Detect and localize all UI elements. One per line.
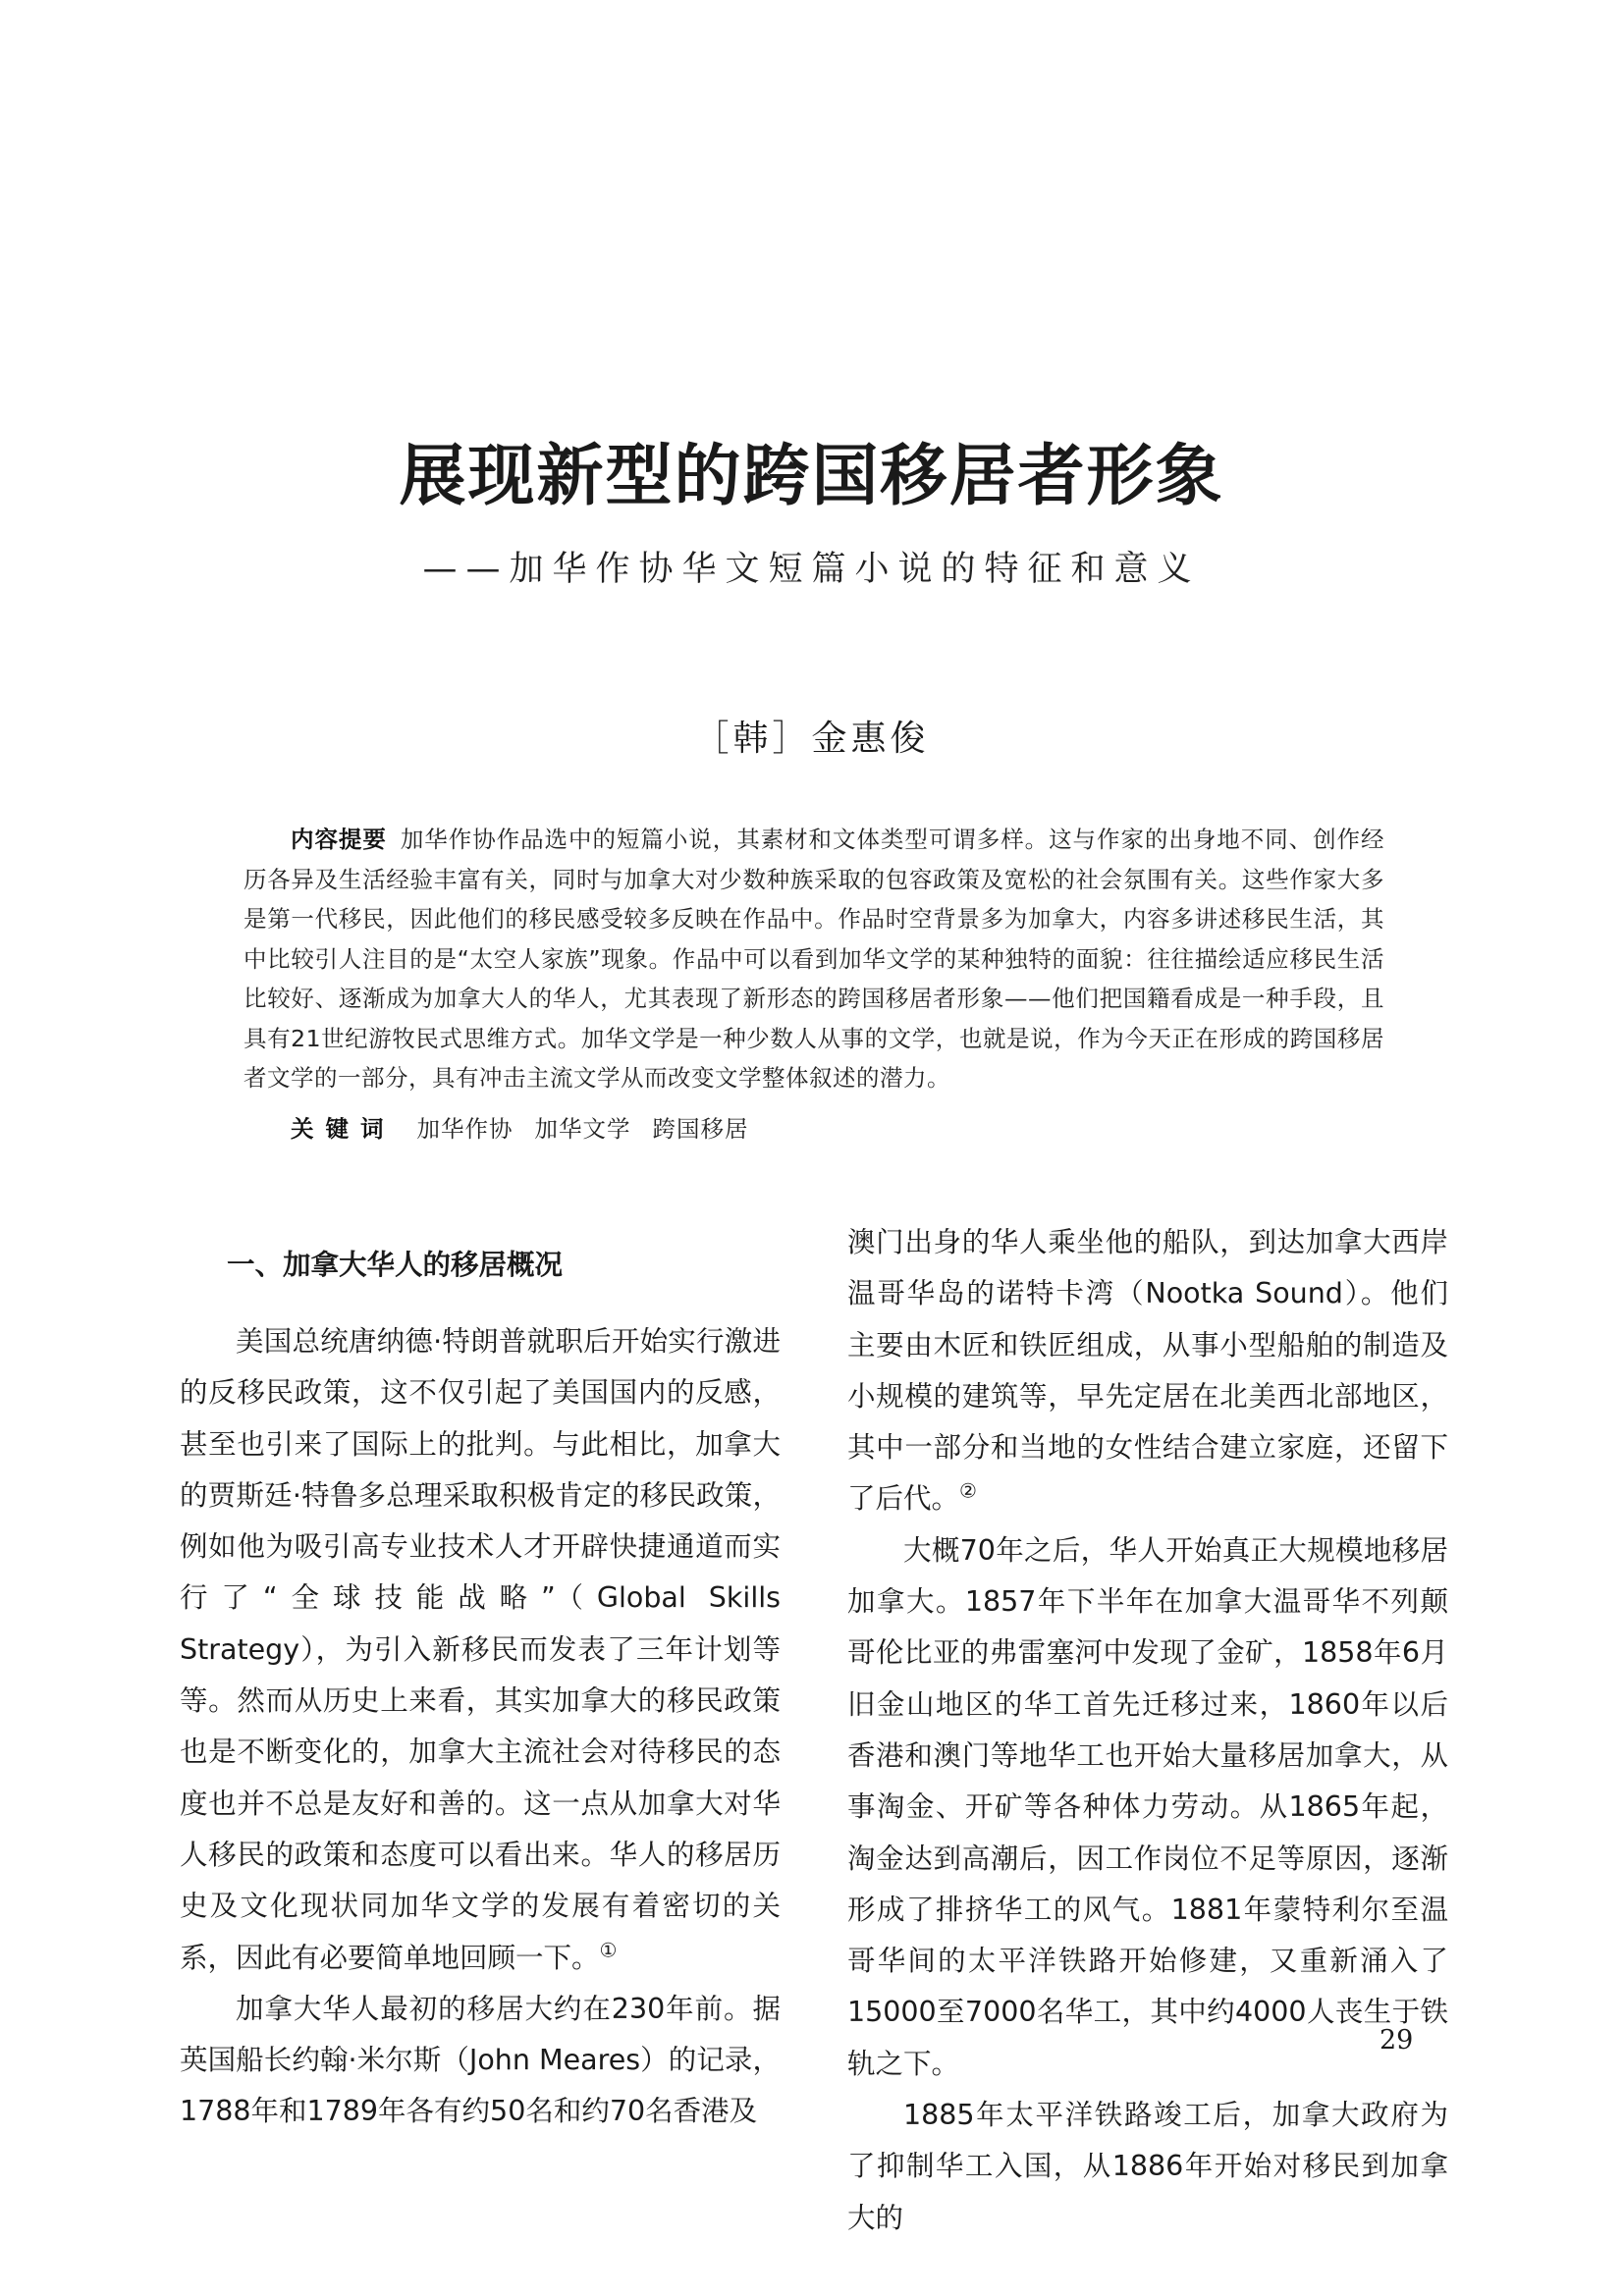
abstract xyxy=(243,820,1384,1098)
keyword-item: 加华作协 xyxy=(416,1115,514,1143)
keyword-item: 跨国移居 xyxy=(652,1115,749,1143)
abstract-label: 内容提要 xyxy=(291,826,387,853)
footnote-ref-2: ② xyxy=(959,1478,977,1503)
abstract-text: 加华作协作品选中的短篇小说，其素材和文体类型可谓多样。这与作家的出身地不同、创作经历各异及生活经验丰富有关，同时与加拿大对少数种族采取的包容政策及宽松的社会氛围有关。这些作家大多是第一代移民，因此他们的移民感受较多反映在作品中。作品时空背景多为加拿大，内容多讲述移民生活，其中比较引人注目的是“太空人家族”现象。作品中可以看到加华文学的某种独特的面貌：往往描绘适应移民生活比较好、逐渐成为加拿大人的华人，尤其表现了新形态的跨国移居者形象——他们把国籍看成是一种手段，且具有21世纪游牧民式思维方式。加华文学是一种少数人从事的文学，也就是说，作为今天正在形成的跨国移居者文学的一部分，具有冲击主流文学从而改变文学整体叙述的潜力。 xyxy=(243,826,1385,1092)
article-author: ［韩］金惠俊 xyxy=(693,719,930,759)
body-paragraph: 1885年太平洋铁路竣工后，加拿大政府为了抑制华工入国，从1886年开始对移民到加拿大的 xyxy=(847,2099,1448,2234)
body-paragraph: 加拿大华人最初的移居大约在230年前。据英国船长约翰·米尔斯（John Meares）的记录，1788年和1789年各有约50名和约70名香港及 xyxy=(180,1992,781,2128)
article-subtitle: ——加华作协华文短篇小说的特征和意义 xyxy=(422,550,1201,589)
keyword-item: 加华文学 xyxy=(534,1115,631,1143)
body-paragraph: 大概70年之后，华人开始真正大规模地移居加拿大。1857年下半年在加拿大温哥华不列颠哥伦比亚的弗雷塞河中发现了金矿，1858年6月旧金山地区的华工首先迁移过来，1860年以后香港和澳门等地华工也开始大量移居加拿大，从事淘金、开矿等各种体力劳动。从1865年起，淘金达到高潮后，因工作岗位不足等原因，逐渐形成了排挤华工的风气。1881年蒙特利尔至温哥华间的太平洋铁路开始修建，又重新涌入了15000至7000名华工，其中约4000人丧生于铁轨之下。 xyxy=(847,1533,1448,2080)
keywords xyxy=(291,1109,1371,1148)
body-column-left xyxy=(180,1222,781,2138)
paragraph-text: 澳门出身的华人乘坐他的船队，到达加拿大西岸温哥华岛的诺特卡湾（Nootka Sound）。他们主要由木匠和铁匠组成，从事小型船舶的制造及小规模的建筑等，早先定居在北美西北部地区，其中一部分和当地的女性结合建立家庭，还留下了后代。 xyxy=(847,1226,1448,1516)
footnote-ref-1: ① xyxy=(599,1938,618,1962)
page-number: 29 xyxy=(1380,2025,1414,2056)
body-paragraph xyxy=(180,1316,781,1984)
paragraph-text: 美国总统唐纳德·特朗普就职后开始实行激进的反移民政策，这不仅引起了美国国内的反感，甚至也引来了国际上的批判。与此相比，加拿大的贾斯廷·特鲁多总理采取积极肯定的移民政策，例如他为吸引高专业技术人才开辟快捷通道而实行了“全球技能战略”（Global Skills Strategy），为引入新移民而发表了三年计划等等。然而从历史上来看，其实加拿大的移民政策也是不断变化的，加拿大主流社会对待移民的态度也并不总是友好和善的。这一点从加拿大对华人移民的政策和态度可以看出来。华人的移居历史及文化现状同加华文学的发展有着密切的关系，因此有必要简单地回顾一下。 xyxy=(180,1325,781,1974)
keywords-label: 关键词 xyxy=(291,1115,396,1143)
body-paragraph xyxy=(847,1217,1448,1525)
section-heading: 一、加拿大华人的移居概况 xyxy=(227,1249,564,1281)
article-title: 展现新型的跨国移居者形象 xyxy=(399,437,1224,515)
body-column-right xyxy=(847,1217,1448,2244)
